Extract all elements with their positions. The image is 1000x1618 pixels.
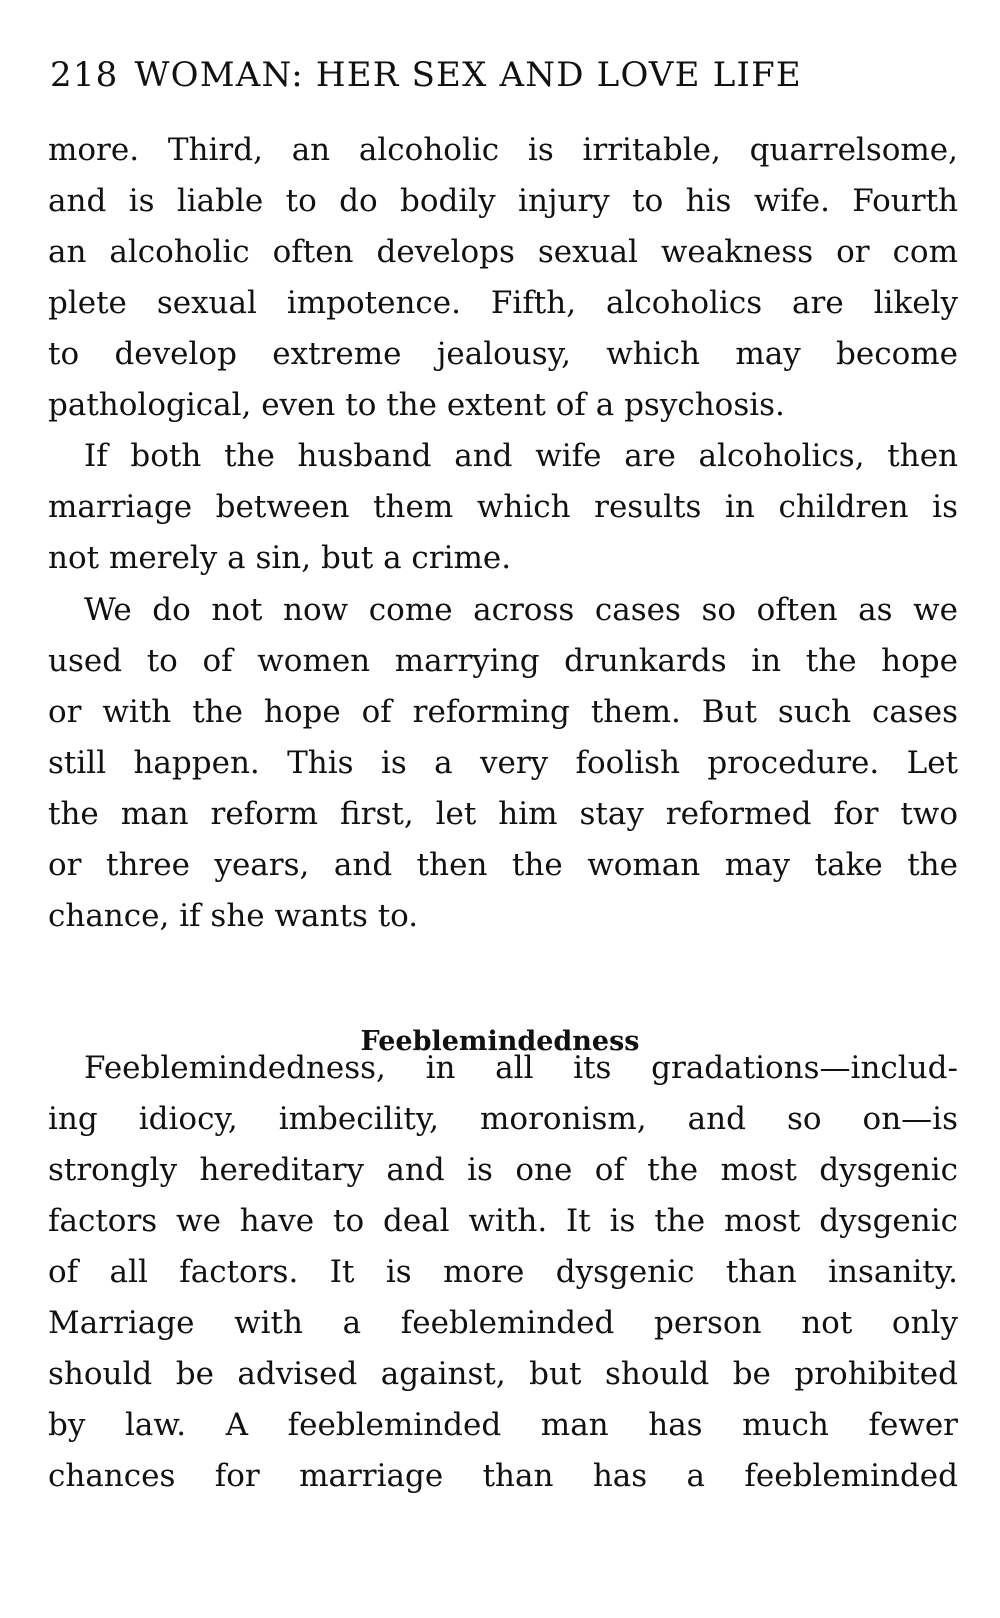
- text-line: more. Third, an alcoholic is irritable, quarrelsome,: [48, 132, 958, 168]
- text-line: ing idiocy, imbecility, moronism, and so on—is: [48, 1101, 958, 1137]
- text-line: used to of women marrying drunkards in the hope: [48, 643, 958, 679]
- text-line: should be advised against, but should be prohibited: [48, 1356, 958, 1392]
- text-line: of all factors. It is more dysgenic than insanity.: [48, 1254, 958, 1290]
- text-line: or three years, and then the woman may take the: [48, 847, 958, 883]
- text-line: pathological, even to the extent of a psychosis.: [48, 387, 785, 423]
- text-line: factors we have to deal with. It is the most dysgenic: [48, 1203, 958, 1239]
- text-line: plete sexual impotence. Fifth, alcoholics are likely: [48, 285, 958, 321]
- text-line: an alcoholic often develops sexual weakness or com: [48, 234, 958, 270]
- text-line: strongly hereditary and is one of the most dysgenic: [48, 1152, 958, 1188]
- text-line: Feeblemindedness, in all its gradations—includ-: [84, 1050, 958, 1086]
- text-line: We do not now come across cases so often as we: [84, 592, 958, 628]
- text-line: Marriage with a feebleminded person not only: [48, 1305, 958, 1341]
- text-line: marriage between them which results in children is: [48, 489, 958, 525]
- running-head: [50, 50, 950, 100]
- text-line: and is liable to do bodily injury to his wife. Fourth: [48, 183, 958, 219]
- running-title: WOMAN: HER SEX AND LOVE LIFE: [134, 55, 802, 95]
- text-line: chance, if she wants to.: [48, 898, 419, 934]
- section-heading: Feeblemindedness: [360, 1026, 640, 1057]
- text-line: or with the hope of reforming them. But such cases: [48, 694, 958, 730]
- text-line: to develop extreme jealousy, which may become: [48, 336, 958, 372]
- text-line: If both the husband and wife are alcoholics, then: [84, 438, 958, 474]
- text-line: chances for marriage than has a feebleminded: [48, 1458, 958, 1494]
- text-line: by law. A feebleminded man has much fewer: [48, 1407, 958, 1443]
- text-line: not merely a sin, but a crime.: [48, 540, 512, 576]
- text-line: the man reform first, let him stay reformed for two: [48, 796, 958, 832]
- text-line: still happen. This is a very foolish procedure. Let: [48, 745, 958, 781]
- page-number: 218: [50, 55, 119, 95]
